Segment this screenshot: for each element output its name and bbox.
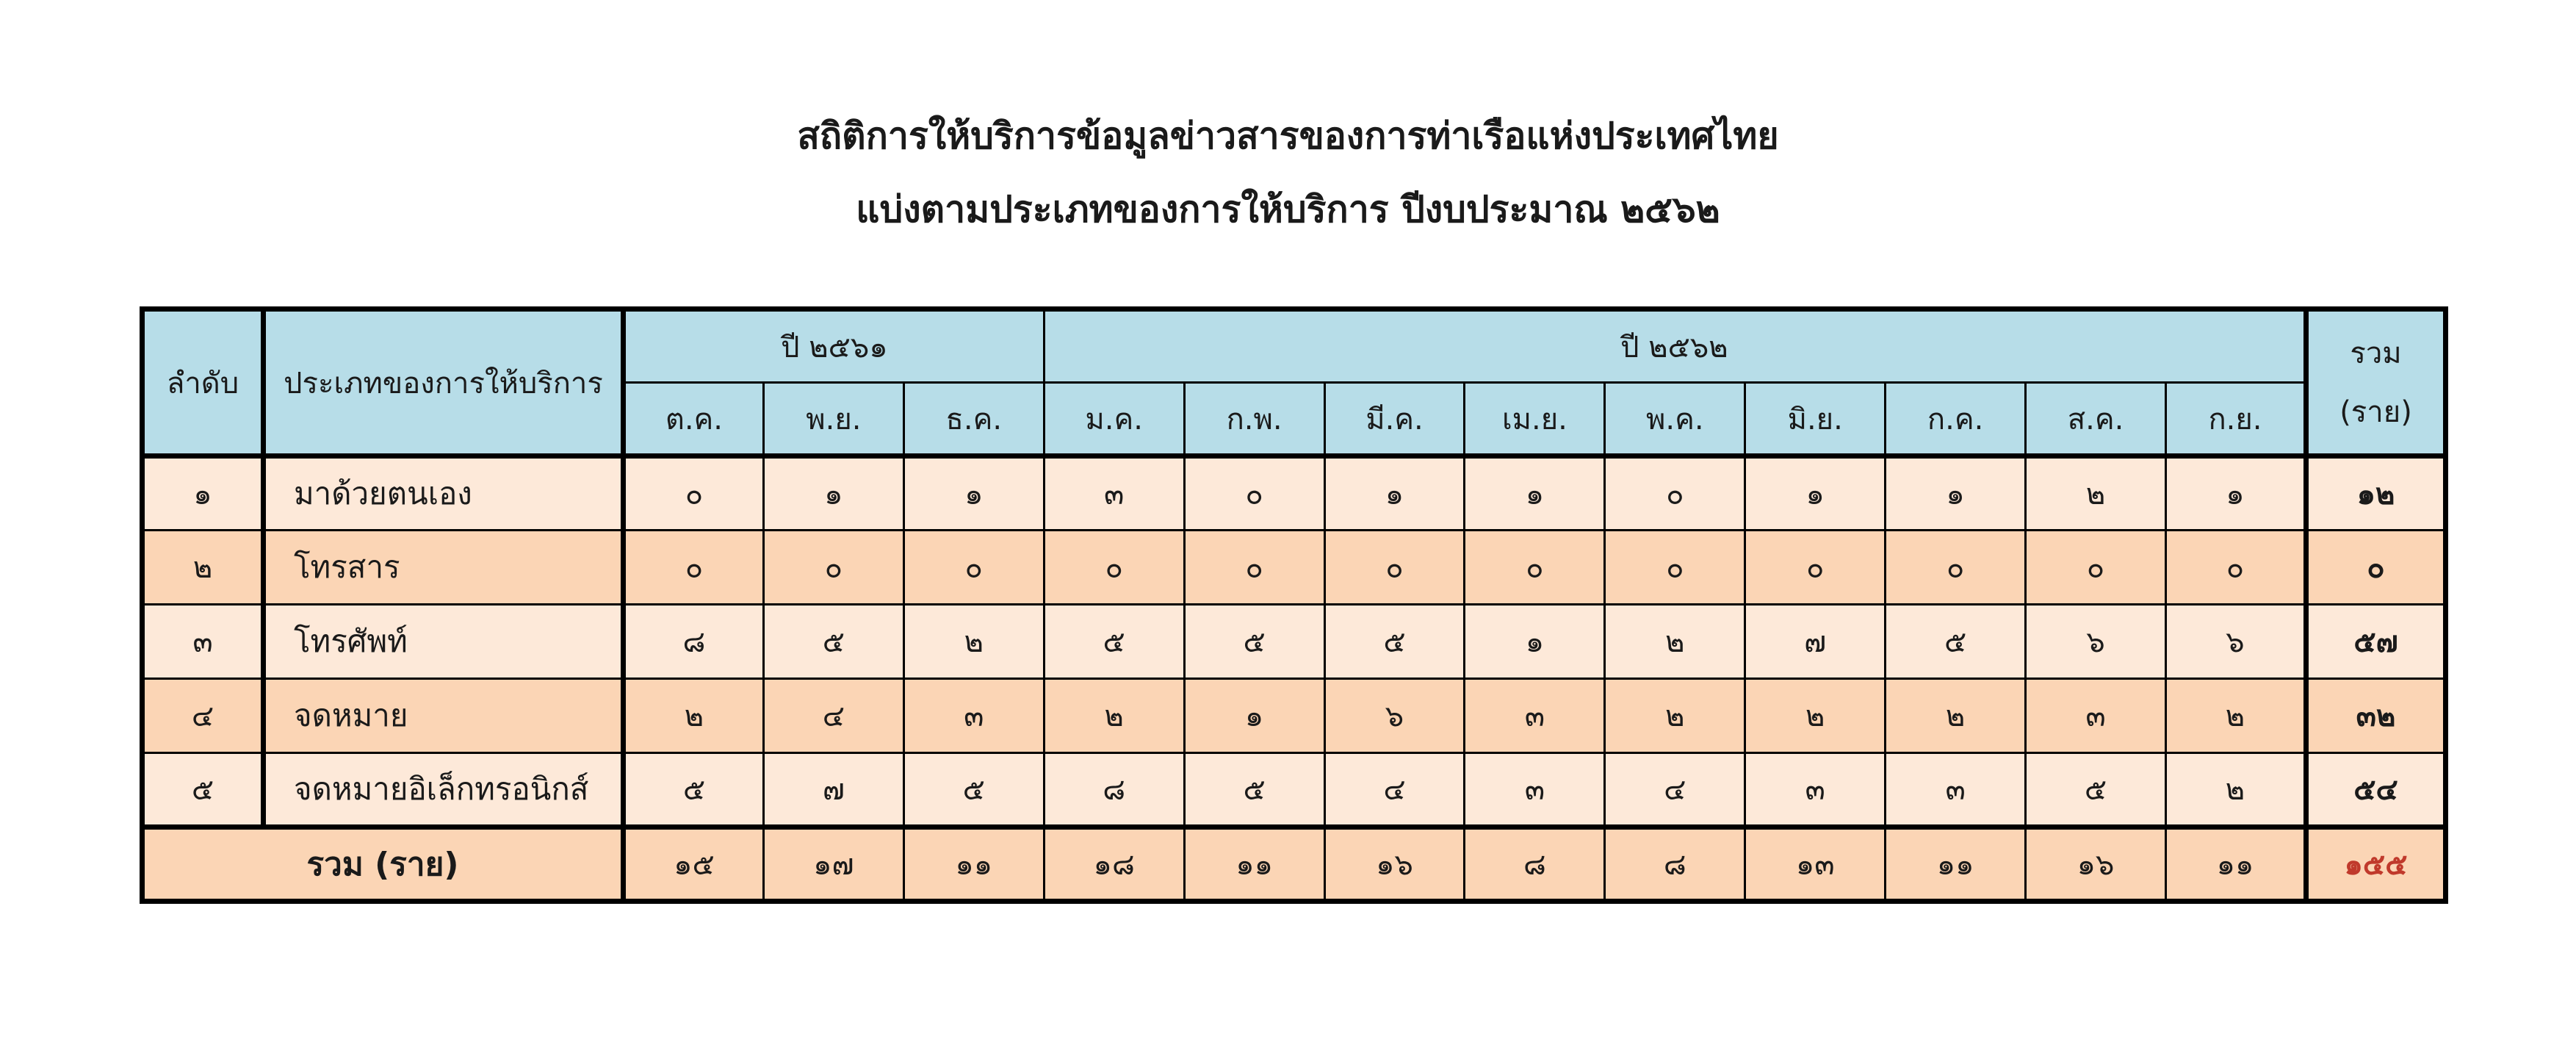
month-value: ๘: [1044, 753, 1184, 827]
month-value: ๑: [1745, 456, 1886, 531]
month-value: ๗: [763, 753, 903, 827]
header-month: ธ.ค.: [903, 383, 1044, 456]
row-number: ๔: [142, 679, 264, 753]
service-type: มาด้วยตนเอง: [264, 456, 624, 531]
month-value: ๒: [1886, 679, 2026, 753]
header-month: ก.พ.: [1184, 383, 1324, 456]
footer-month-total: ๑๗: [763, 827, 903, 902]
statistics-table: [140, 306, 2448, 904]
header-month: ส.ค.: [2026, 383, 2166, 456]
month-value: ๕: [1886, 605, 2026, 679]
month-value: ๒: [624, 679, 764, 753]
month-value: ๑: [1324, 456, 1465, 531]
month-value: ๗: [1745, 605, 1886, 679]
month-value: ๓: [903, 679, 1044, 753]
row-total: ๑๒: [2306, 456, 2446, 531]
service-type: โทรศัพท์: [264, 605, 624, 679]
month-value: ๑: [763, 456, 903, 531]
month-value: ๓: [1745, 753, 1886, 827]
footer-month-total: ๑๖: [2026, 827, 2166, 902]
header-total-label: รวม: [2350, 336, 2402, 370]
header-total: [2306, 309, 2446, 456]
report-title: สถิติการให้บริการข้อมูลข่าวสารของการท่าเรือแห่งประเทศไทย: [797, 115, 1779, 157]
month-value: ๑: [2165, 456, 2306, 531]
table-row: [142, 531, 2446, 605]
footer-month-total: ๘: [1605, 827, 1745, 902]
month-value: ๓: [1044, 456, 1184, 531]
header-month: พ.ย.: [763, 383, 903, 456]
month-value: ๒: [2165, 753, 2306, 827]
footer-total-label: รวม (ราย): [142, 827, 624, 902]
month-value: ๑: [1465, 456, 1605, 531]
month-value: ๐: [1324, 531, 1465, 605]
month-value: ๒: [1745, 679, 1886, 753]
row-number: ๒: [142, 531, 264, 605]
header-year-2562: ปี ๒๕๖๒: [1044, 309, 2306, 383]
header-total-unit: (ราย): [2339, 395, 2412, 429]
row-number: ๕: [142, 753, 264, 827]
month-value: ๑: [1886, 456, 2026, 531]
month-value: ๐: [903, 531, 1044, 605]
header-month: พ.ค.: [1605, 383, 1745, 456]
table-row: [142, 679, 2446, 753]
header-month: ก.ย.: [2165, 383, 2306, 456]
month-value: ๓: [1465, 753, 1605, 827]
header-month: มี.ค.: [1324, 383, 1465, 456]
month-value: ๒: [903, 605, 1044, 679]
header-month: ม.ค.: [1044, 383, 1184, 456]
month-value: ๐: [1044, 531, 1184, 605]
month-value: ๑: [903, 456, 1044, 531]
month-value: ๓: [1886, 753, 2026, 827]
month-value: ๐: [1745, 531, 1886, 605]
month-value: ๔: [1605, 753, 1745, 827]
service-type: โทรสาร: [264, 531, 624, 605]
footer-month-total: ๑๑: [2165, 827, 2306, 902]
month-value: ๕: [624, 753, 764, 827]
row-total: ๕๔: [2306, 753, 2446, 827]
month-value: ๐: [1465, 531, 1605, 605]
month-value: ๖: [2026, 605, 2166, 679]
month-value: ๑: [1184, 679, 1324, 753]
table-row: [142, 605, 2446, 679]
header-month: เม.ย.: [1465, 383, 1605, 456]
header-month: ต.ค.: [624, 383, 764, 456]
month-value: ๕: [1184, 753, 1324, 827]
month-value: ๖: [2165, 605, 2306, 679]
month-value: ๖: [1324, 679, 1465, 753]
month-value: ๒: [2026, 456, 2166, 531]
month-value: ๐: [624, 456, 764, 531]
row-number: ๓: [142, 605, 264, 679]
month-value: ๒: [2165, 679, 2306, 753]
footer-month-total: ๑๘: [1044, 827, 1184, 902]
month-value: ๐: [1184, 456, 1324, 531]
month-value: ๐: [1184, 531, 1324, 605]
header-month: มิ.ย.: [1745, 383, 1886, 456]
header-service-type: ประเภทของการให้บริการ: [264, 309, 624, 456]
month-value: ๒: [1605, 679, 1745, 753]
month-value: ๑: [1465, 605, 1605, 679]
footer-month-total: ๑๓: [1745, 827, 1886, 902]
month-value: ๓: [1465, 679, 1605, 753]
month-value: ๔: [763, 679, 903, 753]
row-total: ๕๗: [2306, 605, 2446, 679]
header-month: ก.ค.: [1886, 383, 2026, 456]
report-subtitle: แบ่งตามประเภทของการให้บริการ ปีงบประมาณ ๒๕๖๒: [856, 188, 1720, 231]
footer-month-total: ๑๑: [1184, 827, 1324, 902]
month-value: ๕: [1044, 605, 1184, 679]
month-value: ๐: [1886, 531, 2026, 605]
footer-month-total: ๑๑: [903, 827, 1044, 902]
table-row: [142, 456, 2446, 531]
month-value: ๐: [1605, 456, 1745, 531]
row-number: ๑: [142, 456, 264, 531]
month-value: ๐: [1605, 531, 1745, 605]
grand-total: ๑๕๕: [2306, 827, 2446, 902]
month-value: ๓: [2026, 679, 2166, 753]
footer-month-total: ๑๖: [1324, 827, 1465, 902]
month-value: ๔: [1324, 753, 1465, 827]
footer-month-total: ๘: [1465, 827, 1605, 902]
table-row: [142, 753, 2446, 827]
month-value: ๐: [624, 531, 764, 605]
row-total: ๓๒: [2306, 679, 2446, 753]
row-total: ๐: [2306, 531, 2446, 605]
month-value: ๕: [1184, 605, 1324, 679]
service-type: จดหมายอิเล็กทรอนิกส์: [264, 753, 624, 827]
month-value: ๕: [2026, 753, 2166, 827]
footer-month-total: ๑๕: [624, 827, 764, 902]
header-no: ลำดับ: [142, 309, 264, 456]
month-value: ๒: [1605, 605, 1745, 679]
month-value: ๐: [2165, 531, 2306, 605]
header-year-2561: ปี ๒๕๖๑: [624, 309, 1045, 383]
service-type: จดหมาย: [264, 679, 624, 753]
footer-month-total: ๑๑: [1886, 827, 2026, 902]
month-value: ๕: [903, 753, 1044, 827]
month-value: ๒: [1044, 679, 1184, 753]
month-value: ๐: [763, 531, 903, 605]
month-value: ๘: [624, 605, 764, 679]
month-value: ๐: [2026, 531, 2166, 605]
month-value: ๕: [1324, 605, 1465, 679]
month-value: ๕: [763, 605, 903, 679]
